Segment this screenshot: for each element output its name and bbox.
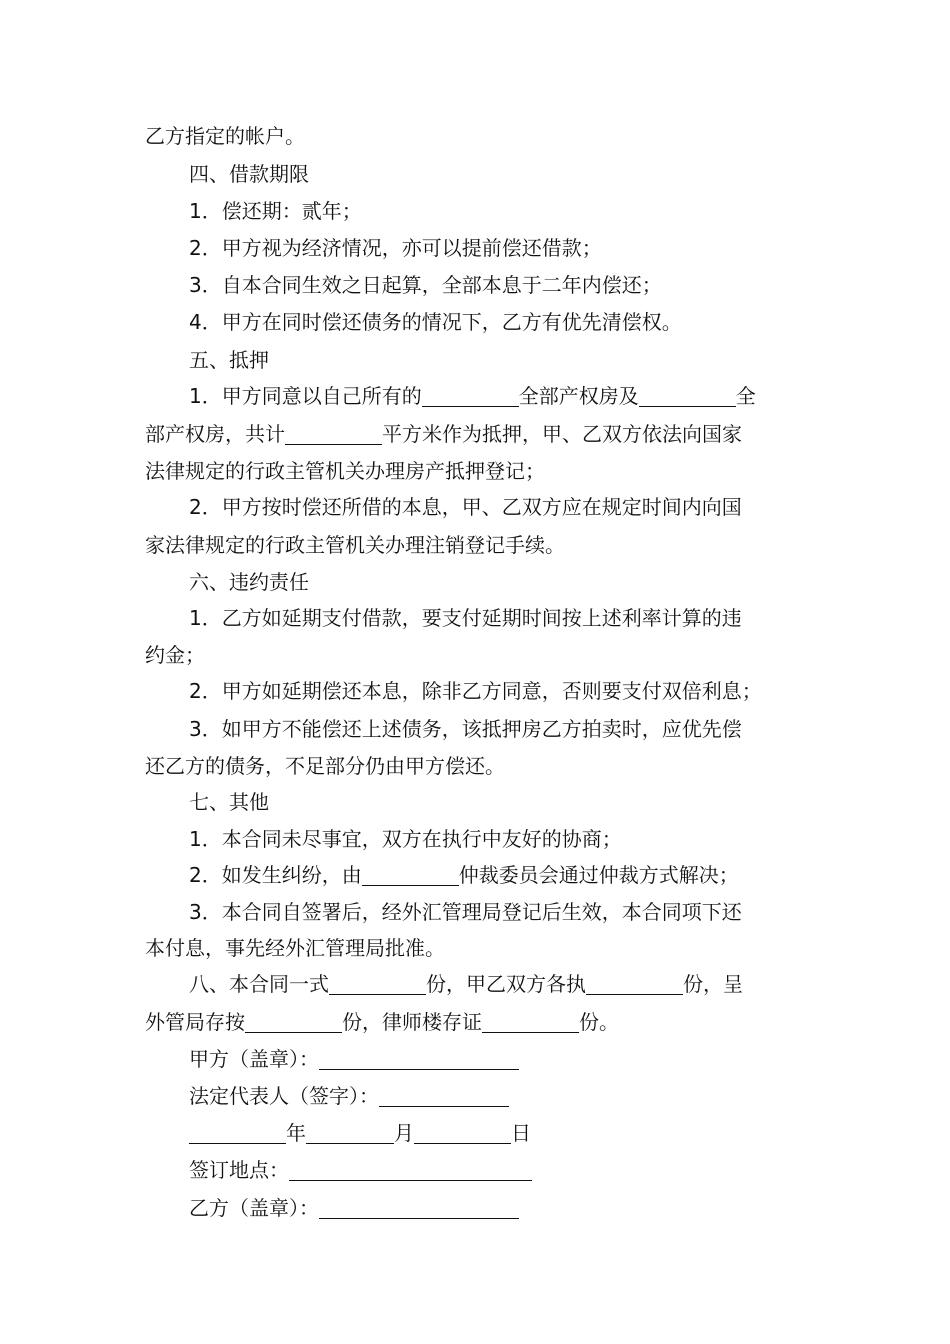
text-span: 七、其他	[189, 790, 269, 814]
text-span: 1．偿还期：贰年；	[189, 199, 362, 223]
text-span: 份，甲乙双方各执	[426, 972, 586, 996]
text-span: 日	[511, 1121, 531, 1145]
section-heading	[189, 160, 815, 188]
blank-line	[319, 1049, 519, 1070]
text-span: 3．自本合同生效之日起算，全部本息于二年内偿还；	[189, 273, 662, 297]
text-line	[189, 234, 815, 262]
text-line	[189, 493, 815, 521]
blank-line	[319, 1198, 519, 1219]
text-span: 4．甲方在同时偿还债务的情况下，乙方有优先清偿权。	[189, 310, 682, 334]
text-line	[189, 898, 815, 926]
text-span: 2．甲方视为经济情况，亦可以提前偿还借款；	[189, 236, 602, 260]
text-span: 仲裁委员会通过仲裁方式解决；	[458, 863, 739, 887]
text-line	[145, 1008, 815, 1036]
section-heading	[189, 568, 815, 596]
text-span: 3．本合同自签署后，经外汇管理局登记后生效，本合同项下还	[189, 900, 742, 924]
text-line	[189, 861, 815, 889]
blank-line	[586, 974, 683, 995]
signature-line-legal-rep	[189, 1082, 815, 1110]
text-span: 年	[286, 1121, 306, 1145]
blank-line	[245, 1012, 342, 1033]
blank-line	[482, 1012, 579, 1033]
text-span: 五、抵押	[189, 348, 269, 372]
blank-line	[285, 424, 382, 445]
section-heading	[189, 788, 815, 816]
blank-line	[289, 1160, 532, 1181]
text-line	[145, 934, 815, 962]
section-heading	[189, 346, 815, 374]
text-span: 六、违约责任	[189, 570, 309, 594]
text-line	[145, 531, 815, 559]
signature-line-party-b	[189, 1194, 815, 1222]
blank-line	[362, 865, 459, 886]
text-span: 还乙方的债务，不足部分仍由甲方偿还。	[145, 754, 505, 778]
text-line	[189, 197, 815, 225]
text-span: 3．如甲方不能偿还上述债务，该抵押房乙方拍卖时，应优先偿	[189, 717, 742, 741]
text-line	[189, 970, 815, 998]
text-span: 乙方（盖章）：	[189, 1196, 319, 1220]
blank-line	[422, 386, 519, 407]
text-span: 平方米作为抵押，甲、乙双方依法向国家	[382, 422, 742, 446]
text-span: 八、本合同一式	[189, 972, 329, 996]
text-span: 法律规定的行政主管机关办理房产抵押登记；	[145, 459, 545, 483]
text-line	[189, 825, 815, 853]
text-span: 2．如发生纠纷，由	[189, 863, 362, 887]
text-line	[145, 122, 815, 150]
text-line	[189, 604, 815, 632]
text-span: 签订地点：	[189, 1158, 289, 1182]
text-span: 全	[735, 384, 756, 408]
text-span: 1．本合同未尽事宜，双方在执行中友好的协商；	[189, 827, 622, 851]
text-span: 约金；	[145, 643, 205, 667]
text-span: 家法律规定的行政主管机关办理注销登记手续。	[145, 533, 565, 557]
text-line	[189, 677, 815, 705]
text-line	[145, 752, 815, 780]
date-line	[189, 1119, 815, 1147]
text-line	[189, 271, 815, 299]
text-span: 本付息，事先经外汇管理局批准。	[145, 936, 445, 960]
text-line	[145, 641, 815, 669]
blank-line	[329, 974, 426, 995]
text-span: 份，律师楼存证	[342, 1010, 482, 1034]
text-line	[189, 382, 815, 410]
blank-line	[189, 1123, 286, 1144]
text-span: 部产权房，共计	[145, 422, 285, 446]
text-span: 份，呈	[683, 972, 743, 996]
text-span: 2．甲方按时偿还所借的本息，甲、乙双方应在规定时间内向国	[189, 495, 742, 519]
text-span: 1．乙方如延期支付借款，要支付延期时间按上述利率计算的违	[189, 606, 742, 630]
text-line	[145, 457, 815, 485]
text-span: 外管局存按	[145, 1010, 245, 1034]
text-span: 全部产权房及	[518, 384, 639, 408]
signing-place-line	[189, 1156, 815, 1184]
text-span: 份。	[579, 1010, 619, 1034]
blank-line	[414, 1123, 511, 1144]
text-span: 2．甲方如延期偿还本息，除非乙方同意，否则要支付双倍利息；	[189, 679, 762, 703]
text-span: 乙方指定的帐户。	[145, 124, 305, 148]
text-span: 甲方（盖章）：	[189, 1047, 319, 1071]
text-line	[145, 420, 815, 448]
text-span: 四、借款期限	[189, 162, 309, 186]
blank-line	[306, 1123, 394, 1144]
text-line	[189, 308, 815, 336]
text-span: 1．甲方同意以自己所有的	[189, 384, 422, 408]
blank-line	[379, 1086, 509, 1107]
blank-line	[639, 386, 736, 407]
text-line	[189, 715, 815, 743]
signature-line-party-a	[189, 1045, 815, 1073]
text-span: 月	[394, 1121, 414, 1145]
text-span: 法定代表人（签字）：	[189, 1084, 379, 1108]
